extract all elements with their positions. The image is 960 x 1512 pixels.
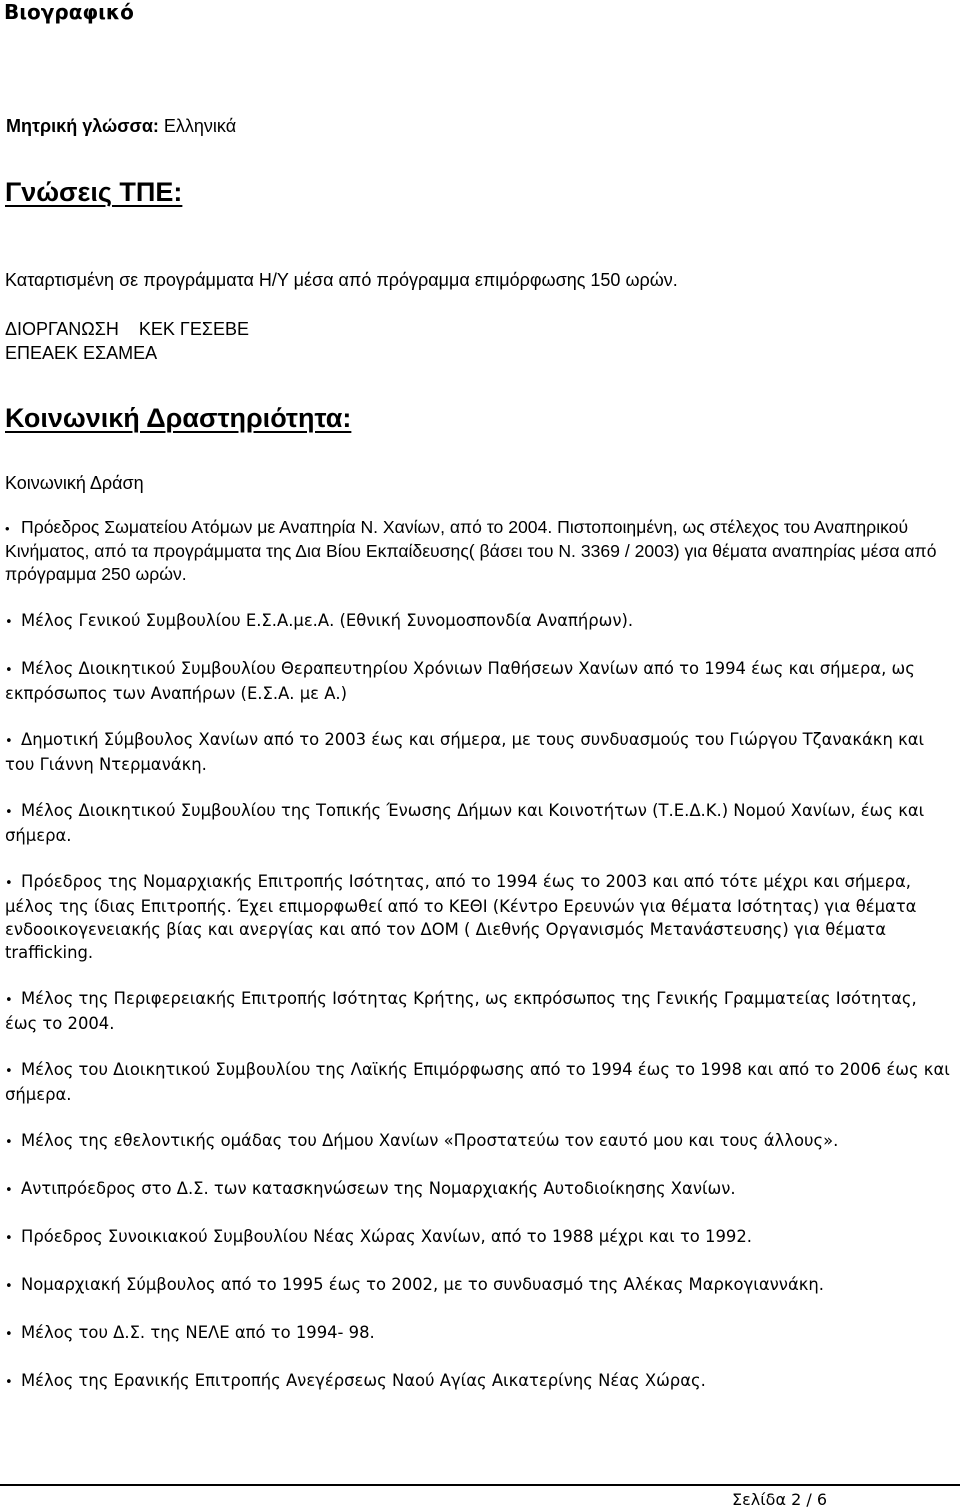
ict-training-text: Καταρτισμένη σε προγράμματα Η/Υ μέσα από πρόγραμμα επιμόρφωσης 150 ωρών. bbox=[5, 270, 678, 290]
list-item-text: Αντιπρόεδρος στο Δ.Σ. των κατασκηνώσεων της Νομαρχιακής Αυτοδιοίκησης Χανίων. bbox=[21, 1179, 736, 1198]
social-activity-list bbox=[5, 516, 950, 1417]
footer-divider bbox=[0, 1484, 960, 1486]
list-item-text: Μέλος του Δ.Σ. της ΝΕΛΕ από το 1994- 98. bbox=[21, 1323, 375, 1342]
bullet-icon: • bbox=[5, 734, 13, 749]
ict-organizer-line-2: ΕΠΕΑΕΚ ΕΣΑΜΕΑ bbox=[5, 343, 158, 363]
list-item bbox=[5, 1225, 950, 1250]
list-item bbox=[5, 657, 950, 705]
bullet-icon: • bbox=[5, 876, 13, 891]
list-item bbox=[5, 987, 950, 1035]
list-item bbox=[5, 1058, 950, 1106]
list-item-text: Μέλος Διοικητικού Συμβουλίου της Τοπικής Ένωσης Δήμων και Κοινοτήτων (Τ.Ε.Δ.Κ.) Νομού Χανίων, έως και σήμερα. bbox=[5, 801, 925, 845]
page-number: Σελίδα 2 / 6 bbox=[732, 1490, 827, 1509]
ict-organizer-line-1: ΔΙΟΡΓΑΝΩΣΗ ΚΕΚ ΓΕΣΕΒΕ bbox=[5, 319, 249, 339]
bullet-icon: • bbox=[5, 663, 13, 678]
list-item bbox=[5, 870, 950, 964]
list-item bbox=[5, 1177, 950, 1202]
list-item-text: Πρόεδρος Σωματείου Ατόμων με Αναπηρία Ν. Χανίων, από το 2004. Πιστοποιημένη, ως στέλεχος του Αναπηρικού Κινήματος, από τα προγράμματα της Δια Βίου Εκπαίδευσης( βάσει του Ν. 3369 / 2003) για θέματα αναπηρίας μέσα από πρόγραμμα 250 ωρών. bbox=[5, 517, 937, 584]
list-item bbox=[5, 516, 950, 586]
list-item-text: Μέλος της Περιφερειακής Επιτροπής Ισότητας Κρήτης, ως εκπρόσωπος της Γενικής Γραμματείας Ισότητας, έως το 2004. bbox=[5, 989, 917, 1033]
list-item bbox=[5, 728, 950, 776]
list-item-text: Νομαρχιακή Σύμβουλος από το 1995 έως το 2002, με το συνδυασμό της Αλέκας Μαρκογιαννάκη. bbox=[21, 1275, 825, 1294]
mother-tongue-label: Μητρική γλώσσα: bbox=[6, 116, 159, 136]
bullet-icon: • bbox=[5, 1375, 13, 1390]
bullet-icon: • bbox=[5, 1279, 13, 1294]
bullet-icon: • bbox=[5, 1231, 13, 1246]
bullet-icon: • bbox=[5, 1135, 13, 1150]
list-item bbox=[5, 1369, 950, 1394]
bullet-icon: • bbox=[5, 1064, 13, 1079]
list-item-text: Πρόεδρος Συνοικιακού Συμβουλίου Νέας Χώρας Χανίων, από το 1988 μέχρι και το 1992. bbox=[21, 1227, 752, 1246]
bullet-icon: • bbox=[5, 615, 13, 630]
ict-heading: Γνώσεις ΤΠΕ: bbox=[5, 177, 183, 207]
list-item-text: Δημοτική Σύμβουλος Χανίων από το 2003 έως και σήμερα, με τους συνδυασμούς του Γιώργου Τζανακάκη και του Γιάννη Ντερμανάκη. bbox=[5, 730, 925, 774]
list-item-text: Μέλος της Ερανικής Επιτροπής Ανεγέρσεως Ναού Αγίας Αικατερίνης Νέας Χώρας. bbox=[21, 1371, 706, 1390]
list-item bbox=[5, 1273, 950, 1298]
list-item-text: Μέλος Διοικητικού Συμβουλίου Θεραπευτηρίου Χρόνιων Παθήσεων Χανίων από το 1994 έως και σήμερα, ως εκπρόσωπος των Αναπήρων (Ε.Σ.Α. με Α.) bbox=[5, 659, 915, 703]
social-heading: Κοινωνική Δραστηριότητα: bbox=[5, 403, 352, 433]
bullet-icon: • bbox=[5, 1327, 13, 1342]
social-subheading: Κοινωνική Δράση bbox=[5, 473, 144, 493]
list-item-text: Μέλος της εθελοντικής ομάδας του Δήμου Χανίων «Προστατεύω τον εαυτό μου και τους άλλους». bbox=[21, 1131, 839, 1150]
bullet-icon: • bbox=[5, 805, 13, 820]
list-item-text: Μέλος Γενικού Συμβουλίου Ε.Σ.Α.με.Α. (Εθνική Συνομοσπονδία Αναπήρων). bbox=[21, 611, 634, 630]
mother-tongue-line bbox=[6, 114, 236, 138]
list-item bbox=[5, 1129, 950, 1154]
bullet-icon: • bbox=[5, 993, 13, 1008]
list-item-text: Μέλος του Διοικητικού Συμβουλίου της Λαϊκής Επιμόρφωσης από το 1994 έως το 1998 και από το 2006 έως και σήμερα. bbox=[5, 1060, 950, 1104]
bullet-icon: • bbox=[5, 521, 10, 536]
list-item bbox=[5, 799, 950, 847]
list-item bbox=[5, 609, 950, 634]
list-item bbox=[5, 1321, 950, 1346]
mother-tongue-value: Ελληνικά bbox=[158, 116, 237, 136]
list-item-text: Πρόεδρος της Νομαρχιακής Επιτροπής Ισότητας, από το 1994 έως το 2003 και από τότε μέχρι και σήμερα, μέλος της ίδιας Επιτροπής. Έχει επιμορφωθεί από το ΚΕΘΙ (Κέντρο Ερευνών για θέματα Ισότητας) για θέματα ενδοοικογενειακής βίας και ανεργίας και από τον ΔΟΜ ( Διεθνής Οργανισμός Μετανάστευσης) για θέματα trafficking. bbox=[5, 872, 917, 962]
bullet-icon: • bbox=[5, 1183, 13, 1198]
page-title: Βιογραφικό bbox=[4, 0, 134, 24]
